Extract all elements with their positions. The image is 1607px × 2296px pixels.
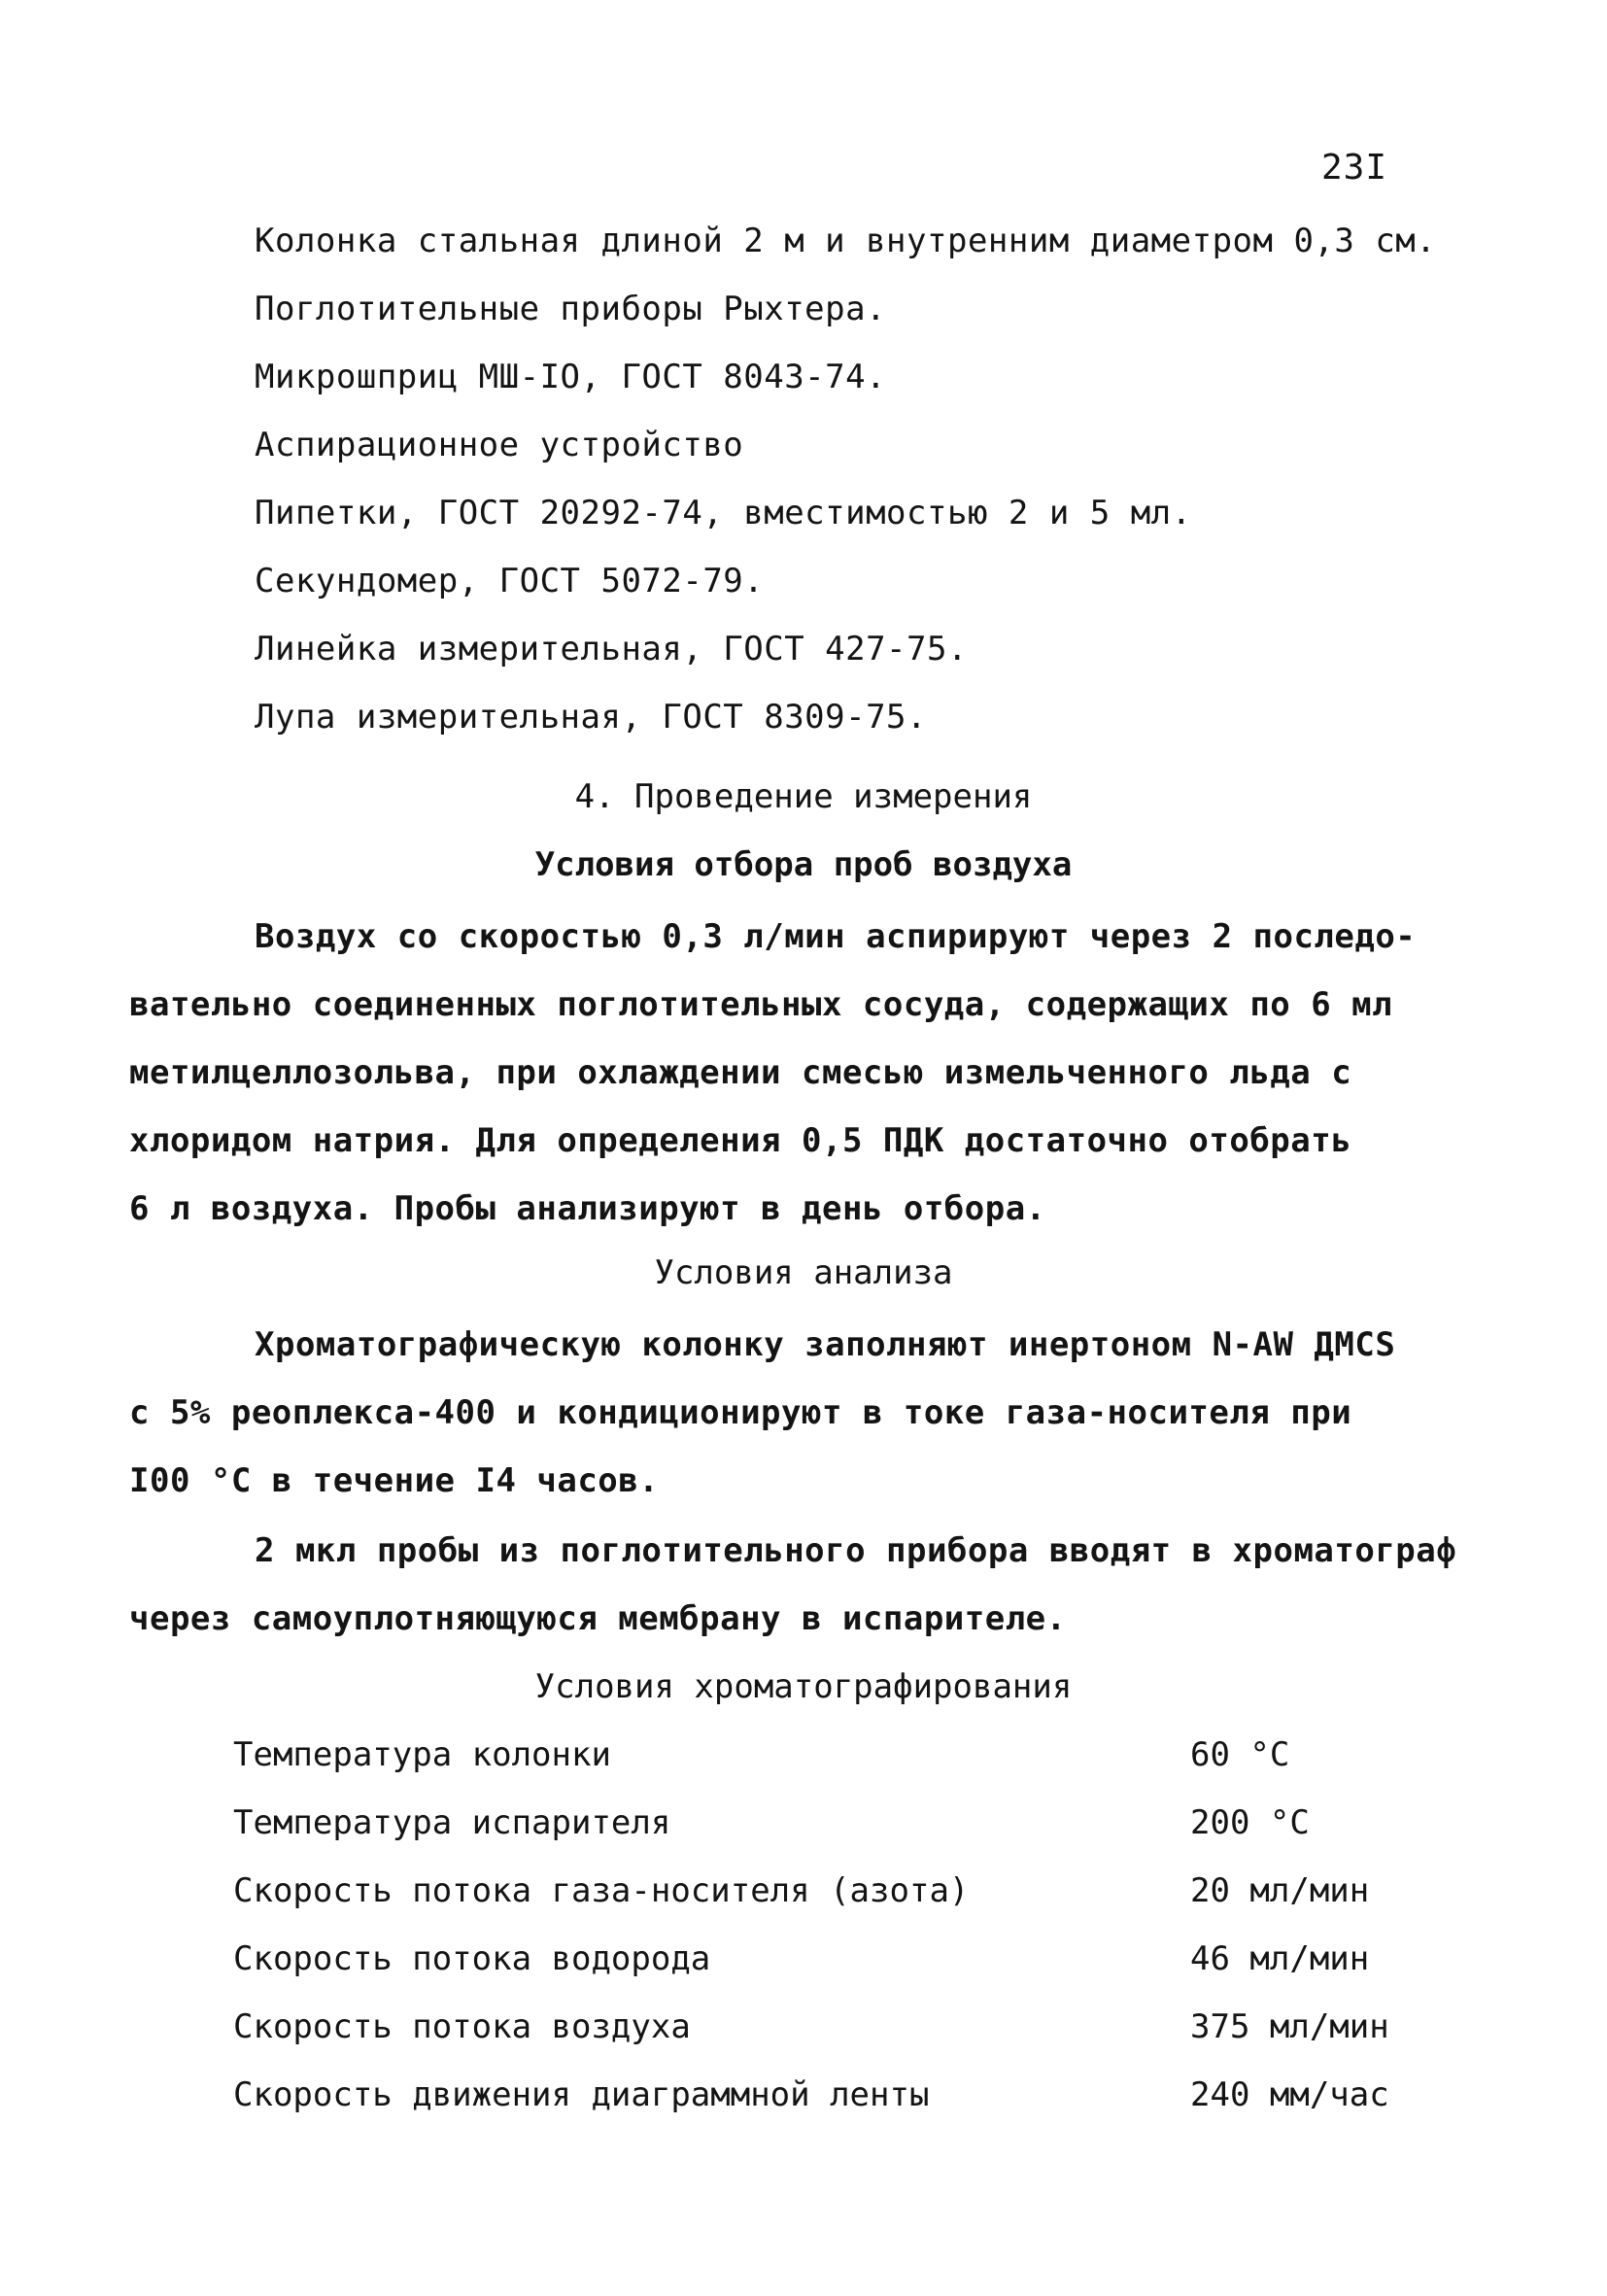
section-title: 4. Проведение измерения (574, 777, 1033, 816)
condition-parameter: Скорость потока воздуха (233, 2007, 691, 2046)
condition-row (233, 2075, 1428, 2124)
chromatography-heading: Условия хроматографирования (534, 1667, 1073, 1706)
sampling-text-line: метилцеллозольва, при охлаждении смесью измельченного льда с (129, 1053, 1352, 1092)
page-number: 23I (1321, 148, 1388, 188)
condition-row (233, 1939, 1428, 1988)
condition-row (233, 1871, 1428, 1920)
analysis-text-line: I00 °С в течение I4 часов. (129, 1461, 660, 1500)
analysis-text-line: 2 мкл пробы из поглотительного прибора вводят в хроматограф (255, 1531, 1457, 1570)
analysis-text-line: через самоуплотняющуюся мембрану в испарителе. (129, 1599, 1067, 1638)
sampling-text-line: вательно соединенных поглотительных сосуда, содержащих по 6 мл (129, 985, 1393, 1024)
sampling-heading: Условия отбора проб воздуха (534, 845, 1073, 884)
equipment-item: Микрошприц МШ-IO, ГОСТ 8043-74. (255, 358, 887, 396)
condition-row (233, 1803, 1428, 1852)
condition-value: 240 мм/час (1190, 2075, 1389, 2114)
condition-parameter: Температура испарителя (233, 1803, 671, 1842)
condition-row (233, 1735, 1428, 1784)
equipment-item: Пипетки, ГОСТ 20292-74, вместимостью 2 и 5 мл. (255, 494, 1192, 532)
condition-value: 46 мл/мин (1190, 1939, 1370, 1978)
condition-parameter: Температура колонки (233, 1735, 611, 1774)
condition-parameter: Скорость движения диаграммной ленты (233, 2075, 930, 2114)
condition-value: 20 мл/мин (1190, 1871, 1370, 1910)
analysis-text-line: с 5% реоплекса-400 и кондиционируют в токе газа-носителя при (129, 1393, 1352, 1432)
equipment-item: Колонка стальная длиной 2 м и внутренним диаметром 0,3 см. (255, 222, 1437, 260)
sampling-text-line: 6 л воздуха. Пробы анализируют в день отбора. (129, 1189, 1046, 1228)
equipment-item: Лупа измерительная, ГОСТ 8309-75. (255, 698, 928, 737)
equipment-item: Поглотительные приборы Рыхтера. (255, 290, 887, 328)
condition-row (233, 2007, 1428, 2056)
analysis-heading: Условия анализа (654, 1253, 953, 1292)
analysis-text-line: Хроматографическую колонку заполняют инертоном N-AW ДМСS (255, 1325, 1396, 1364)
condition-value: 375 мл/мин (1190, 2007, 1389, 2046)
condition-parameter: Скорость потока газа-носителя (азота) (233, 1871, 970, 1910)
sampling-text-line: хлоридом натрия. Для определения 0,5 ПДК достаточно отобрать (129, 1121, 1352, 1160)
condition-parameter: Скорость потока водорода (233, 1939, 711, 1978)
condition-value: 60 °С (1190, 1735, 1290, 1774)
condition-value: 200 °С (1190, 1803, 1310, 1842)
equipment-item: Линейка измерительная, ГОСТ 427-75. (255, 630, 968, 668)
sampling-text-line: Воздух со скоростью 0,3 л/мин аспирируют через 2 последо- (255, 917, 1417, 956)
equipment-item: Секундомер, ГОСТ 5072-79. (255, 562, 765, 600)
equipment-item: Аспирационное устройство (255, 426, 744, 464)
